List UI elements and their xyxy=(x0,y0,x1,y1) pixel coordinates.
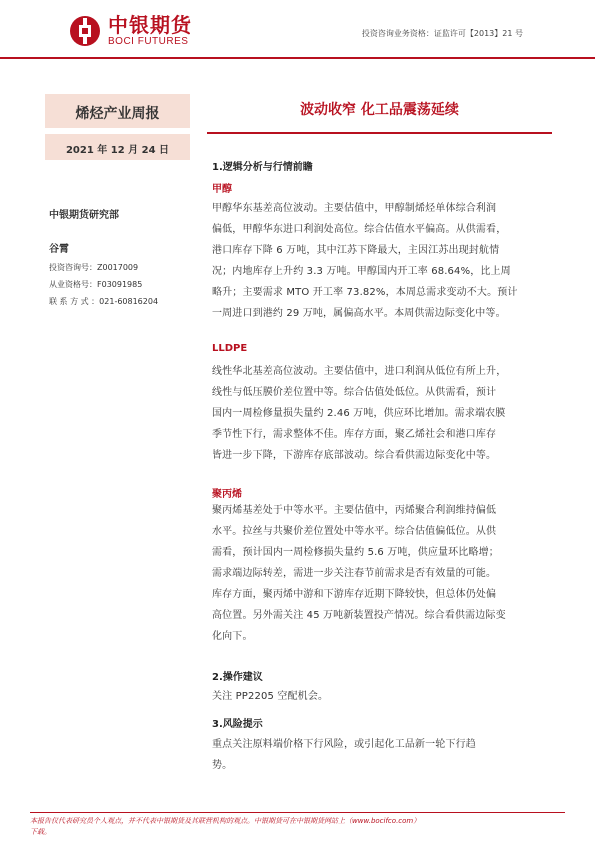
analyst-contact: 联 系 方 式 ：021-60816204 xyxy=(49,297,159,306)
pp-paragraph: 聚丙烯基差处于中等水平。主要估值中，丙烯聚合利润维持偏低 水平。拉丝与共聚价差位置处中等水平。综合估值偏低位。从供 需看，预计国内一周检修损失量约 5.6 万吨，供应量环比略增； 需求端边际转差，需进一步关注春节前需求是否有效量的可能。 库存方面，聚丙烯中游和下游库存近期下降较快，但总体仍处偏 高位置。另外需关注 45 万吨新装置投产情况。综合看供需边际变 化向下。 xyxy=(212,505,506,642)
lldpe-heading: LLDPE xyxy=(212,343,248,354)
logo-chinese-name: 中银期货 xyxy=(108,13,192,37)
analyst-name: 谷霄 xyxy=(49,244,69,255)
report-type-panel xyxy=(45,94,190,128)
page-header xyxy=(0,0,595,60)
section-suggestion-heading: 2.操作建议 xyxy=(212,672,263,683)
boc-logo-icon xyxy=(70,16,100,46)
methanol-paragraph: 甲醇华东基差高位波动。主要估值中，甲醇制烯烃单体综合利润 偏低，甲醇华东进口利润处高位。综合估值水平偏高。从供需看， 港口库存下降 6 万吨，其中江苏下降最大，主因江苏出现封航情 况；内地库存上升约 3.3 万吨。甲醇国内开工率 68.64%，比上周 略升；主要需求 MTO 开工率 73.82%，本周总需求变动不大。预计 一周进口到港约 29 万吨，属偏高水平。本周供需边际变化中等。 xyxy=(212,203,518,319)
report-title: 波动收窄 化工品震荡延续 xyxy=(300,102,459,118)
section-logic-heading: 1.逻辑分析与行情前瞻 xyxy=(212,162,313,173)
methanol-heading: 甲醇 xyxy=(212,184,232,195)
report-date-panel xyxy=(45,134,190,160)
section-risk-heading: 3.风险提示 xyxy=(212,719,263,730)
analyst-consult-id: 投资咨询号：Z0017009 xyxy=(49,263,139,272)
logo-english-name: BOCI FUTURES xyxy=(108,36,189,47)
footer-divider xyxy=(30,812,565,813)
lldpe-paragraph: 线性华北基差高位波动。主要估值中，进口利润从低位有所上升， 线性与低压膜价差位置中等。综合估值处低位。从供需看，预计 国内一周检修量损失量约 2.46 万吨，供应环比增加。需求端农膜 季节性下行，需求整体不佳。库存方面，聚乙烯社会和港口库存 皆进一步下降，下游库存底部波动。综合看供需边际变化中等。 xyxy=(212,366,507,461)
department-name: 中银期货研究部 xyxy=(49,210,119,221)
risk-paragraph: 重点关注原料端价格下行风险，或引起化工品新一轮下行趋 势。 xyxy=(212,739,476,771)
report-date: 2021 年 12 月 24 日 xyxy=(65,145,170,156)
header-divider xyxy=(0,57,595,59)
analyst-license-id: 从业资格号：F03091985 xyxy=(49,280,143,289)
company-logo xyxy=(70,14,192,47)
report-type: 烯烃产业周报 xyxy=(75,106,160,122)
title-divider xyxy=(207,132,552,134)
pp-heading: 聚丙烯 xyxy=(212,489,242,500)
footer-disclaimer: 本报告仅代表研究员个人观点，并不代表中银期货及其联营机构的观点。中银期货可在中银期货网站上（www.bocifco.com） 下载。 xyxy=(30,817,421,836)
suggestion-text: 关注 PP2205 空配机会。 xyxy=(212,691,329,702)
license-text: 投资咨询业务资格：证监许可【2013】21 号 xyxy=(361,29,523,38)
